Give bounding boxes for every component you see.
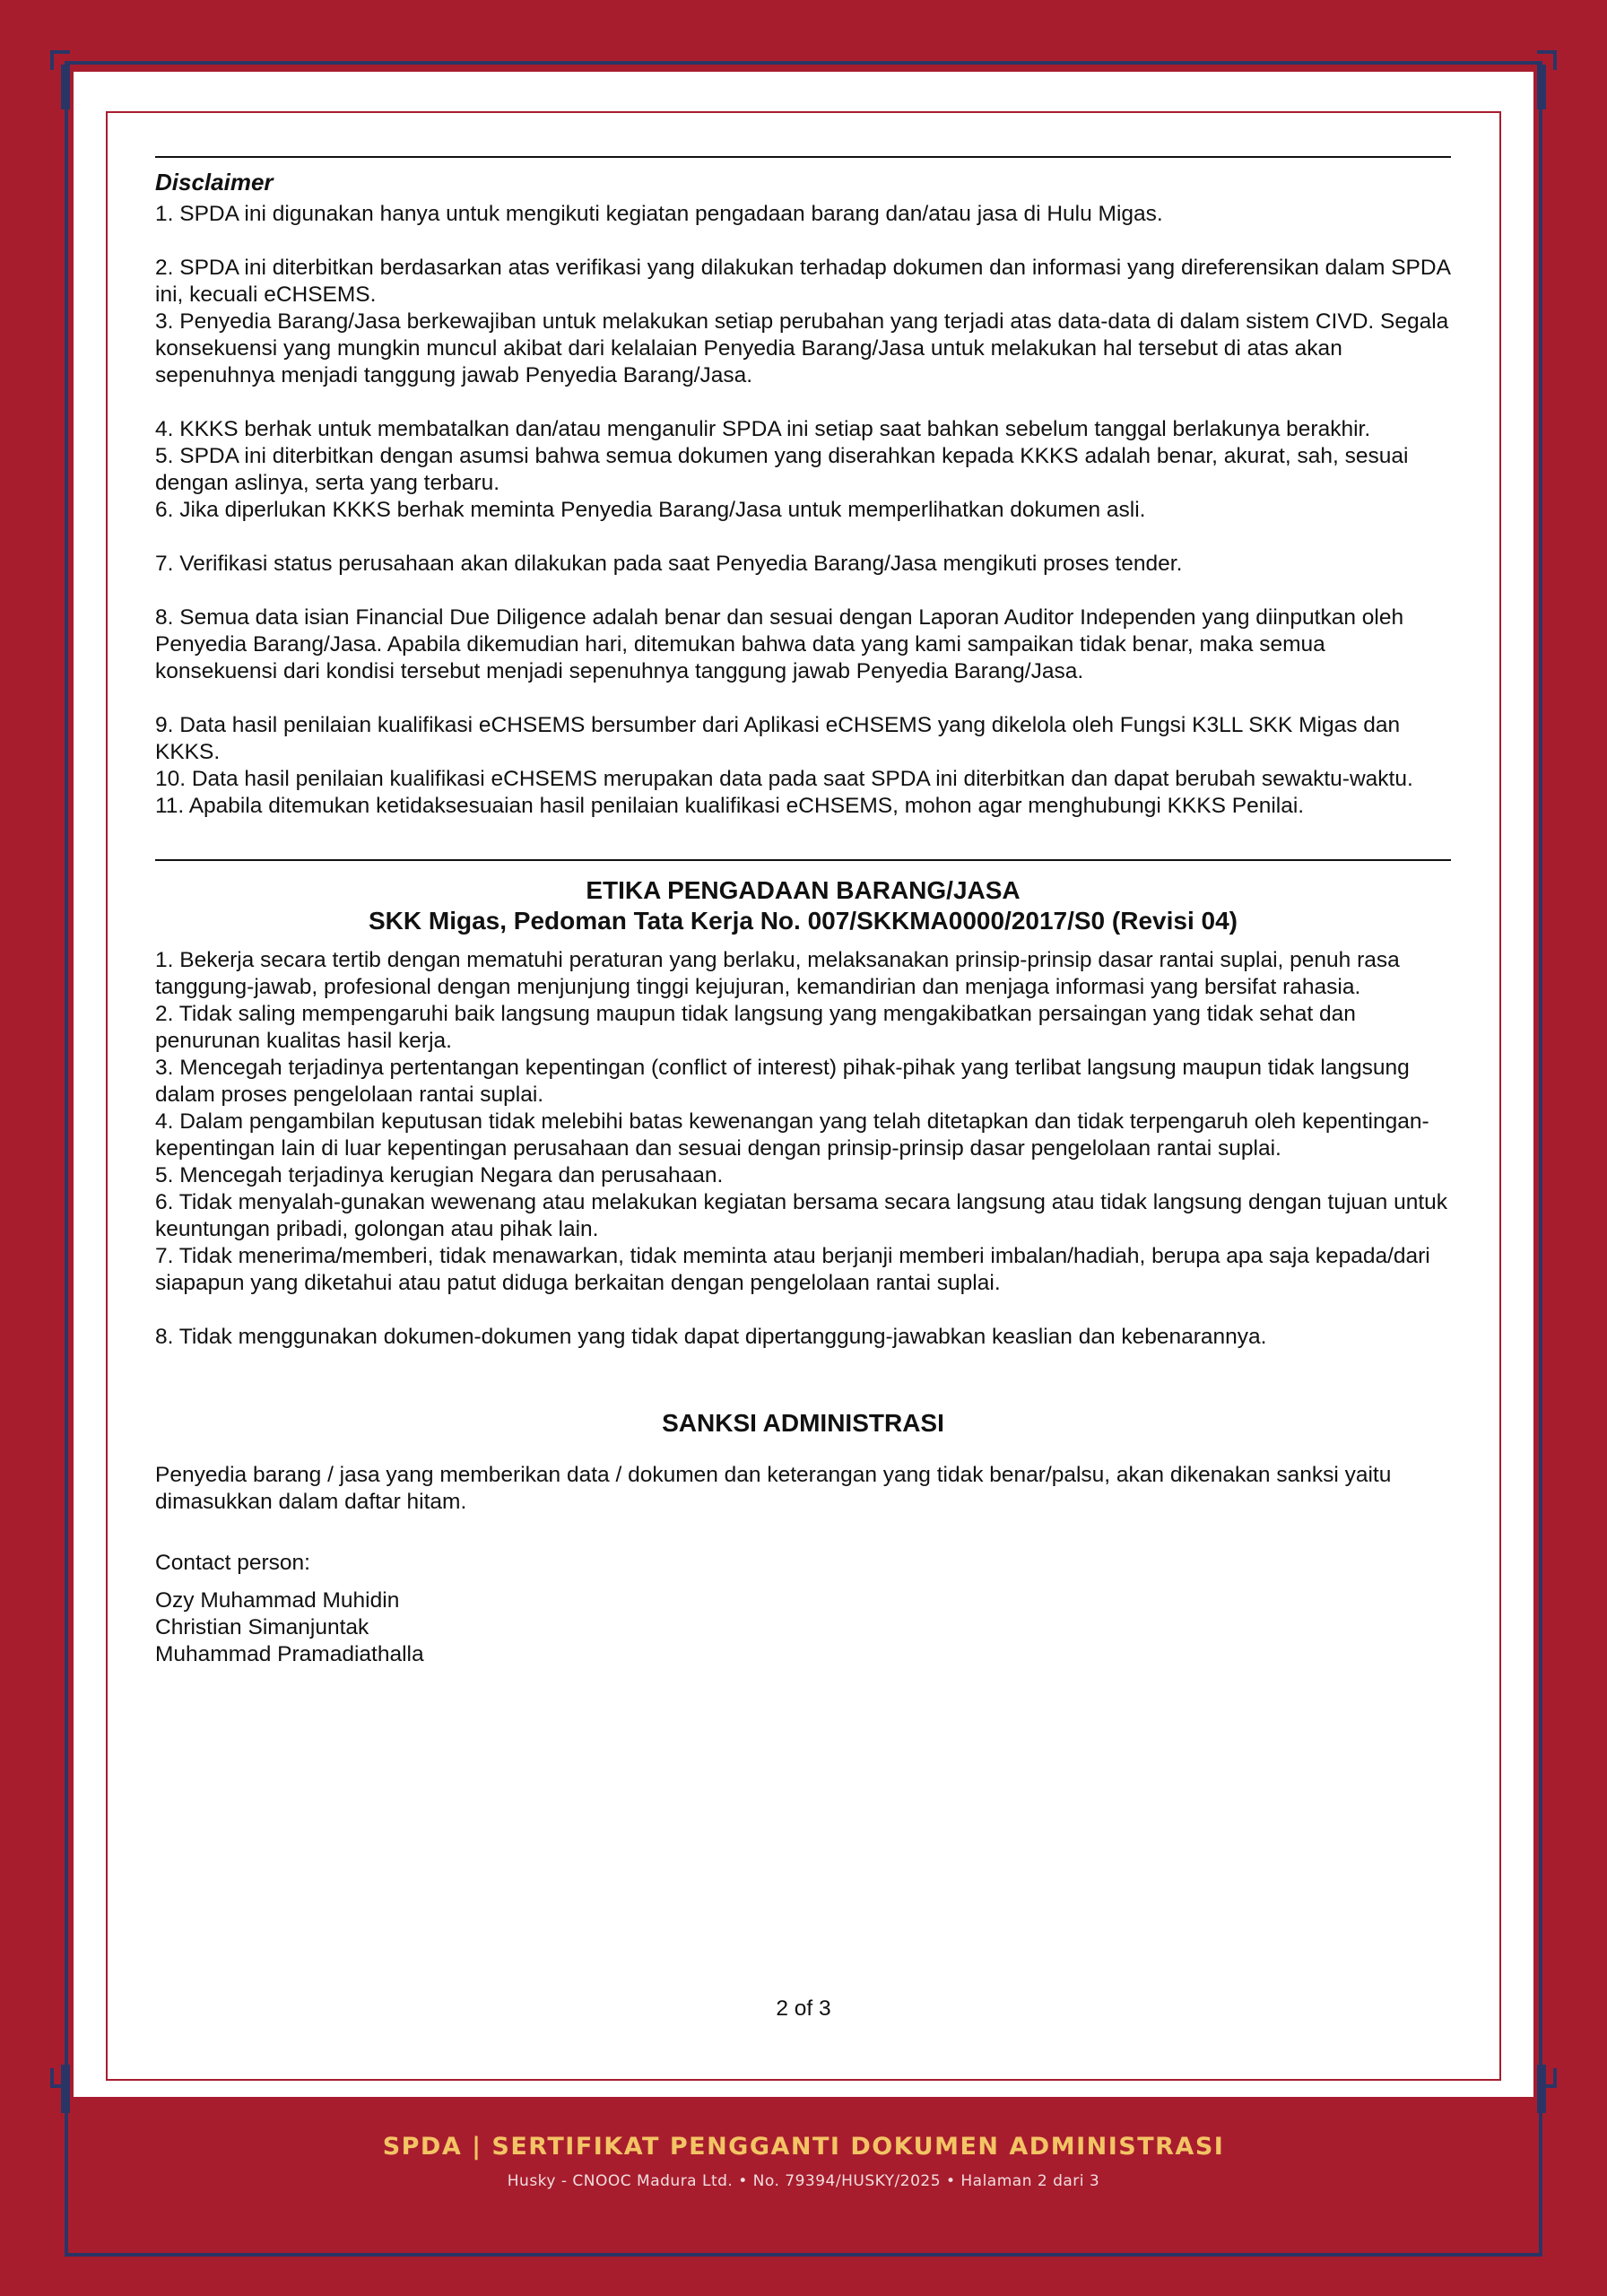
frame-tab-bottom-left: [61, 2065, 70, 2113]
sanksi-title: SANKSI ADMINISTRASI: [662, 1409, 944, 1437]
page-number: 2 of 3: [776, 1996, 831, 2021]
frame-tab-top-right: [1537, 65, 1546, 109]
disclaimer-item: 6. Jika diperlukan KKKS berhak meminta Penyedia Barang/Jasa untuk memperlihatkan dokumen asli.: [155, 498, 1146, 522]
divider-middle: [155, 859, 1451, 861]
footer-subtitle: Husky - CNOOC Madura Ltd. • No. 79394/HUSKY/2025 • Halaman 2 dari 3: [507, 2172, 1100, 2190]
divider-top: [155, 156, 1451, 158]
sanksi-text: Penyedia barang / jasa yang memberikan data / dokumen dan keterangan yang tidak benar/palsu, akan dikenakan sanksi yaitu dimasukkan dalam daftar hitam.: [155, 1463, 1392, 1514]
disclaimer-item: 3. Penyedia Barang/Jasa berkewajiban untuk melakukan setiap perubahan yang terjadi atas data-data di dalam sistem CIVD. Segala konsekuensi yang mungkin muncul akibat dari kelalaian Penyedia Barang/Jasa untuk melakukan hal tersebut di atas akan sepenuhnya menjadi tanggung jawab Penyedia Barang/Jasa.: [155, 309, 1449, 387]
frame-tab-bottom-right: [1537, 2065, 1546, 2113]
etika-item: 6. Tidak menyalah-gunakan wewenang atau melakukan kegiatan bersama secara langsung atau tidak langsung dengan tujuan untuk keuntungan pribadi, golongan atau pihak lain.: [155, 1190, 1448, 1241]
disclaimer-item: 5. SPDA ini diterbitkan dengan asumsi bahwa semua dokumen yang diserahkan kepada KKKS adalah benar, akurat, sah, sesuai dengan aslinya, serta yang terbaru.: [155, 444, 1409, 495]
etika-item: 7. Tidak menerima/memberi, tidak menawarkan, tidak meminta atau berjanji memberi imbalan/hadiah, berupa apa saja kepada/dari siapapun yang diketahui atau patut diduga berkaitan dengan pengelolaan rantai suplai.: [155, 1244, 1430, 1295]
disclaimer-item: 10. Data hasil penilaian kualifikasi eCHSEMS merupakan data pada saat SPDA ini diterbitkan dan dapat berubah sewaktu-waktu.: [155, 767, 1413, 791]
etika-item: 3. Mencegah terjadinya pertentangan kepentingan (conflict of interest) pihak-pihak yang terlibat langsung maupun tidak langsung dalam proses pengelolaan rantai suplai.: [155, 1056, 1410, 1107]
etika-item: 8. Tidak menggunakan dokumen-dokumen yang tidak dapat dipertanggung-jawabkan keaslian dan kebenarannya.: [155, 1325, 1267, 1349]
disclaimer-item: 9. Data hasil penilaian kualifikasi eCHSEMS bersumber dari Aplikasi eCHSEMS yang dikelola oleh Fungsi K3LL SKK Migas dan KKKS.: [155, 713, 1401, 764]
document-body: [155, 156, 1451, 1668]
disclaimer-item: 1. SPDA ini digunakan hanya untuk mengikuti kegiatan pengadaan barang dan/atau jasa di Hulu Migas.: [155, 202, 1163, 226]
footer-title: SPDA | SERTIFIKAT PENGGANTI DOKUMEN ADMINISTRASI: [382, 2133, 1225, 2161]
disclaimer-item: 4. KKKS berhak untuk membatalkan dan/atau menganulir SPDA ini setiap saat bahkan sebelum tanggal berlakunya berakhir.: [155, 417, 1371, 441]
etika-subtitle: SKK Migas, Pedoman Tata Kerja No. 007/SKKMA0000/2017/S0 (Revisi 04): [369, 907, 1238, 935]
etika-item: 4. Dalam pengambilan keputusan tidak melebihi batas kewenangan yang telah ditetapkan dan tidak terpengaruh oleh kepentingan-kepentingan lain di luar kepentingan perusahaan dan sesuai dengan prinsip-prinsip dasar pengelolaan rantai suplai.: [155, 1109, 1429, 1161]
frame-tab-top-left: [61, 65, 70, 109]
disclaimer-title: Disclaimer: [155, 169, 274, 196]
disclaimer-item: 2. SPDA ini diterbitkan berdasarkan atas verifikasi yang dilakukan terhadap dokumen dan informasi yang direferensikan dalam SPDA ini, kecuali eCHSEMS.: [155, 256, 1450, 307]
etika-item: 2. Tidak saling mempengaruhi baik langsung maupun tidak langsung yang mengakibatkan persaingan yang tidak sehat dan penurunan kualitas hasil kerja.: [155, 1002, 1356, 1053]
etika-item: 5. Mencegah terjadinya kerugian Negara dan perusahaan.: [155, 1163, 724, 1187]
disclaimer-item: 8. Semua data isian Financial Due Diligence adalah benar dan sesuai dengan Laporan Auditor Independen yang diinputkan oleh Penyedia Barang/Jasa. Apabila dikemudian hari, ditemukan bahwa data yang kami sampaikan tidak benar, maka semua konsekuensi dari kondisi tersebut menjadi sepenuhnya tanggung jawab Penyedia Barang/Jasa.: [155, 605, 1404, 683]
contact-label: Contact person:: [155, 1551, 310, 1575]
etika-heading: [155, 875, 1451, 936]
etika-item: 1. Bekerja secara tertib dengan mematuhi peraturan yang berlaku, melaksanakan prinsip-prinsip dasar rantai suplai, penuh rasa tanggung-jawab, profesional dengan menjunjung tinggi kejujuran, kemandirian dan menjaga informasi yang bersifat rahasia.: [155, 948, 1400, 999]
contact-name: Ozy Muhammad Muhidin: [155, 1588, 400, 1613]
disclaimer-item: 11. Apabila ditemukan ketidaksesuaian hasil penilaian kualifikasi eCHSEMS, mohon agar menghubungi KKKS Penilai.: [155, 794, 1305, 818]
disclaimer-item: 7. Verifikasi status perusahaan akan dilakukan pada saat Penyedia Barang/Jasa mengikuti proses tender.: [155, 552, 1183, 576]
contact-name: Christian Simanjuntak: [155, 1615, 369, 1639]
etika-title: ETIKA PENGADAAN BARANG/JASA: [586, 876, 1021, 904]
contact-name: Muhammad Pramadiathalla: [155, 1642, 424, 1666]
